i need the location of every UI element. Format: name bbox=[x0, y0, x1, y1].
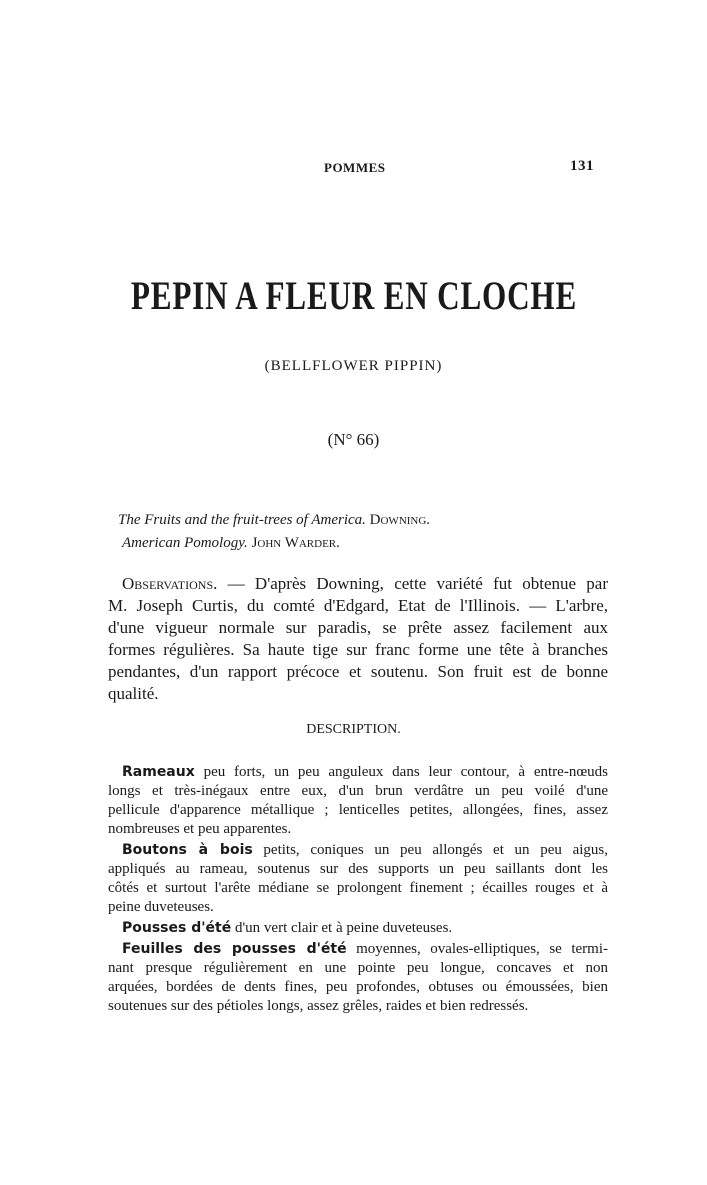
pousses: Pousses d'été d'un vert clair et à peine duveteuses. bbox=[122, 920, 453, 936]
description-heading: DESCRIPTION. bbox=[306, 722, 401, 737]
boutons: Boutons à bois petits, coniques un peu allongés et un peu aigus, bbox=[122, 842, 609, 858]
feuilles: Feuilles des pousses d'été moyennes, ovales-elliptiques, se termi- bbox=[122, 941, 608, 957]
reference-2: American Pomology. John Warder. bbox=[122, 535, 340, 551]
reference-1: The Fruits and the fruit-trees of America. Downing. bbox=[118, 512, 431, 528]
page-number: 131 bbox=[570, 158, 594, 174]
subtitle: (BELLFLOWER PIPPIN) bbox=[264, 358, 443, 374]
running-title: POMMES bbox=[324, 160, 386, 175]
rameaux: Rameaux peu forts, un peu anguleux dans leur contour, à entre-nœuds bbox=[122, 764, 608, 780]
variety-number: (N° 66) bbox=[327, 430, 380, 449]
page-title: PEPIN A FLEUR EN CLOCHE bbox=[130, 273, 577, 318]
